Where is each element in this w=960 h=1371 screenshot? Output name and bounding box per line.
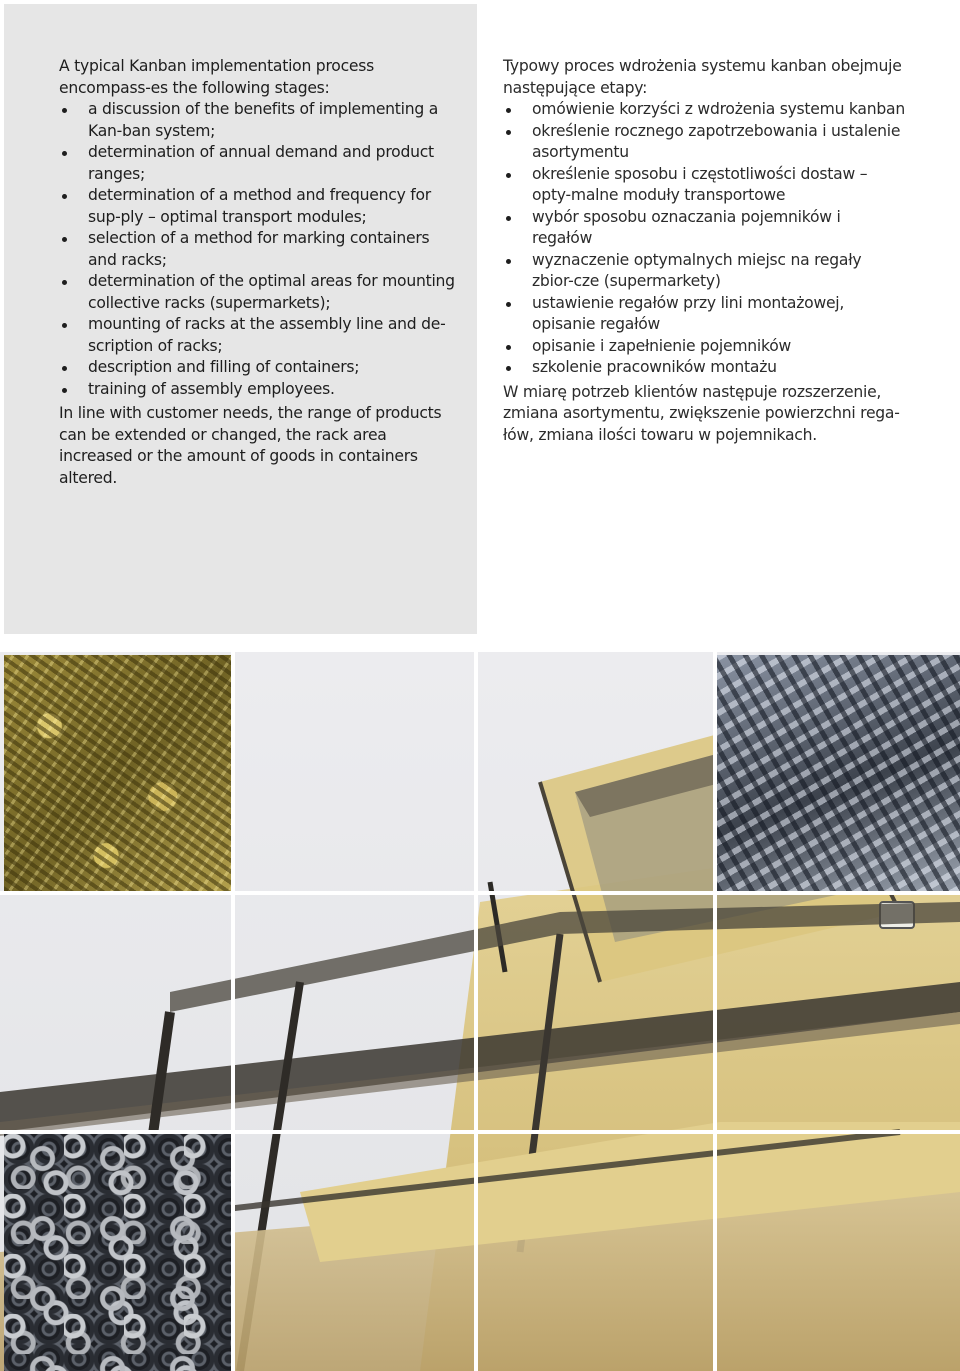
list-item: determination of the optimal areas for mounting collective racks (supermarkets); bbox=[59, 271, 461, 314]
list-item: wyznaczenie optymalnych miejsc na regały zbior-cze (supermarkety) bbox=[503, 250, 905, 293]
english-stage-list bbox=[59, 99, 461, 400]
polish-stage-list bbox=[503, 99, 905, 379]
list-item: training of assembly employees. bbox=[59, 379, 461, 401]
grid-divider bbox=[474, 652, 478, 1371]
list-item: determination of a method and frequency for sup-ply – optimal transport modules; bbox=[59, 185, 461, 228]
english-column bbox=[59, 56, 461, 489]
list-item: określenie rocznego zapotrzebowania i ustalenie asortymentu bbox=[503, 121, 905, 164]
metal-clips-photo bbox=[717, 655, 960, 891]
grid-divider bbox=[0, 891, 960, 895]
list-item: ustawienie regałów przy lini montażowej, opisanie regałów bbox=[503, 293, 905, 336]
grid-divider bbox=[0, 1130, 960, 1134]
list-item: description and filling of containers; bbox=[59, 357, 461, 379]
list-item: szkolenie pracowników montażu bbox=[503, 357, 905, 379]
bolts-photo bbox=[4, 655, 231, 891]
polish-outro: W miarę potrzeb klientów następuje rozszerzenie, zmiana asortymentu, zwiększenie powierzchni rega-łów, zmiana ilości towaru w pojemnikach. bbox=[503, 382, 900, 444]
grid-divider bbox=[231, 652, 235, 1371]
list-item: omówienie korzyści z wdrożenia systemu kanban bbox=[503, 99, 905, 121]
list-item: mounting of racks at the assembly line and de-scription of racks; bbox=[59, 314, 461, 357]
list-item: determination of annual demand and product ranges; bbox=[59, 142, 461, 185]
washers-photo bbox=[4, 1134, 231, 1371]
polish-column bbox=[503, 56, 905, 446]
list-item: opisanie i zapełnienie pojemników bbox=[503, 336, 905, 358]
grid-divider bbox=[713, 652, 717, 1371]
photo-mosaic bbox=[0, 652, 960, 1371]
english-outro: In line with customer needs, the range of products can be extended or changed, the rack area increased or the amount of goods in containers altered. bbox=[59, 404, 442, 487]
english-intro: A typical Kanban implementation process encompass-es the following stages: bbox=[59, 57, 374, 97]
list-item: selection of a method for marking containers and racks; bbox=[59, 228, 461, 271]
list-item: wybór sposobu oznaczania pojemników i regałów bbox=[503, 207, 905, 250]
polish-intro: Typowy proces wdrożenia systemu kanban obejmuje następujące etapy: bbox=[503, 57, 902, 97]
list-item: określenie sposobu i częstotliwości dostaw – opty-malne moduły transportowe bbox=[503, 164, 905, 207]
list-item: a discussion of the benefits of implementing a Kan-ban system; bbox=[59, 99, 461, 142]
